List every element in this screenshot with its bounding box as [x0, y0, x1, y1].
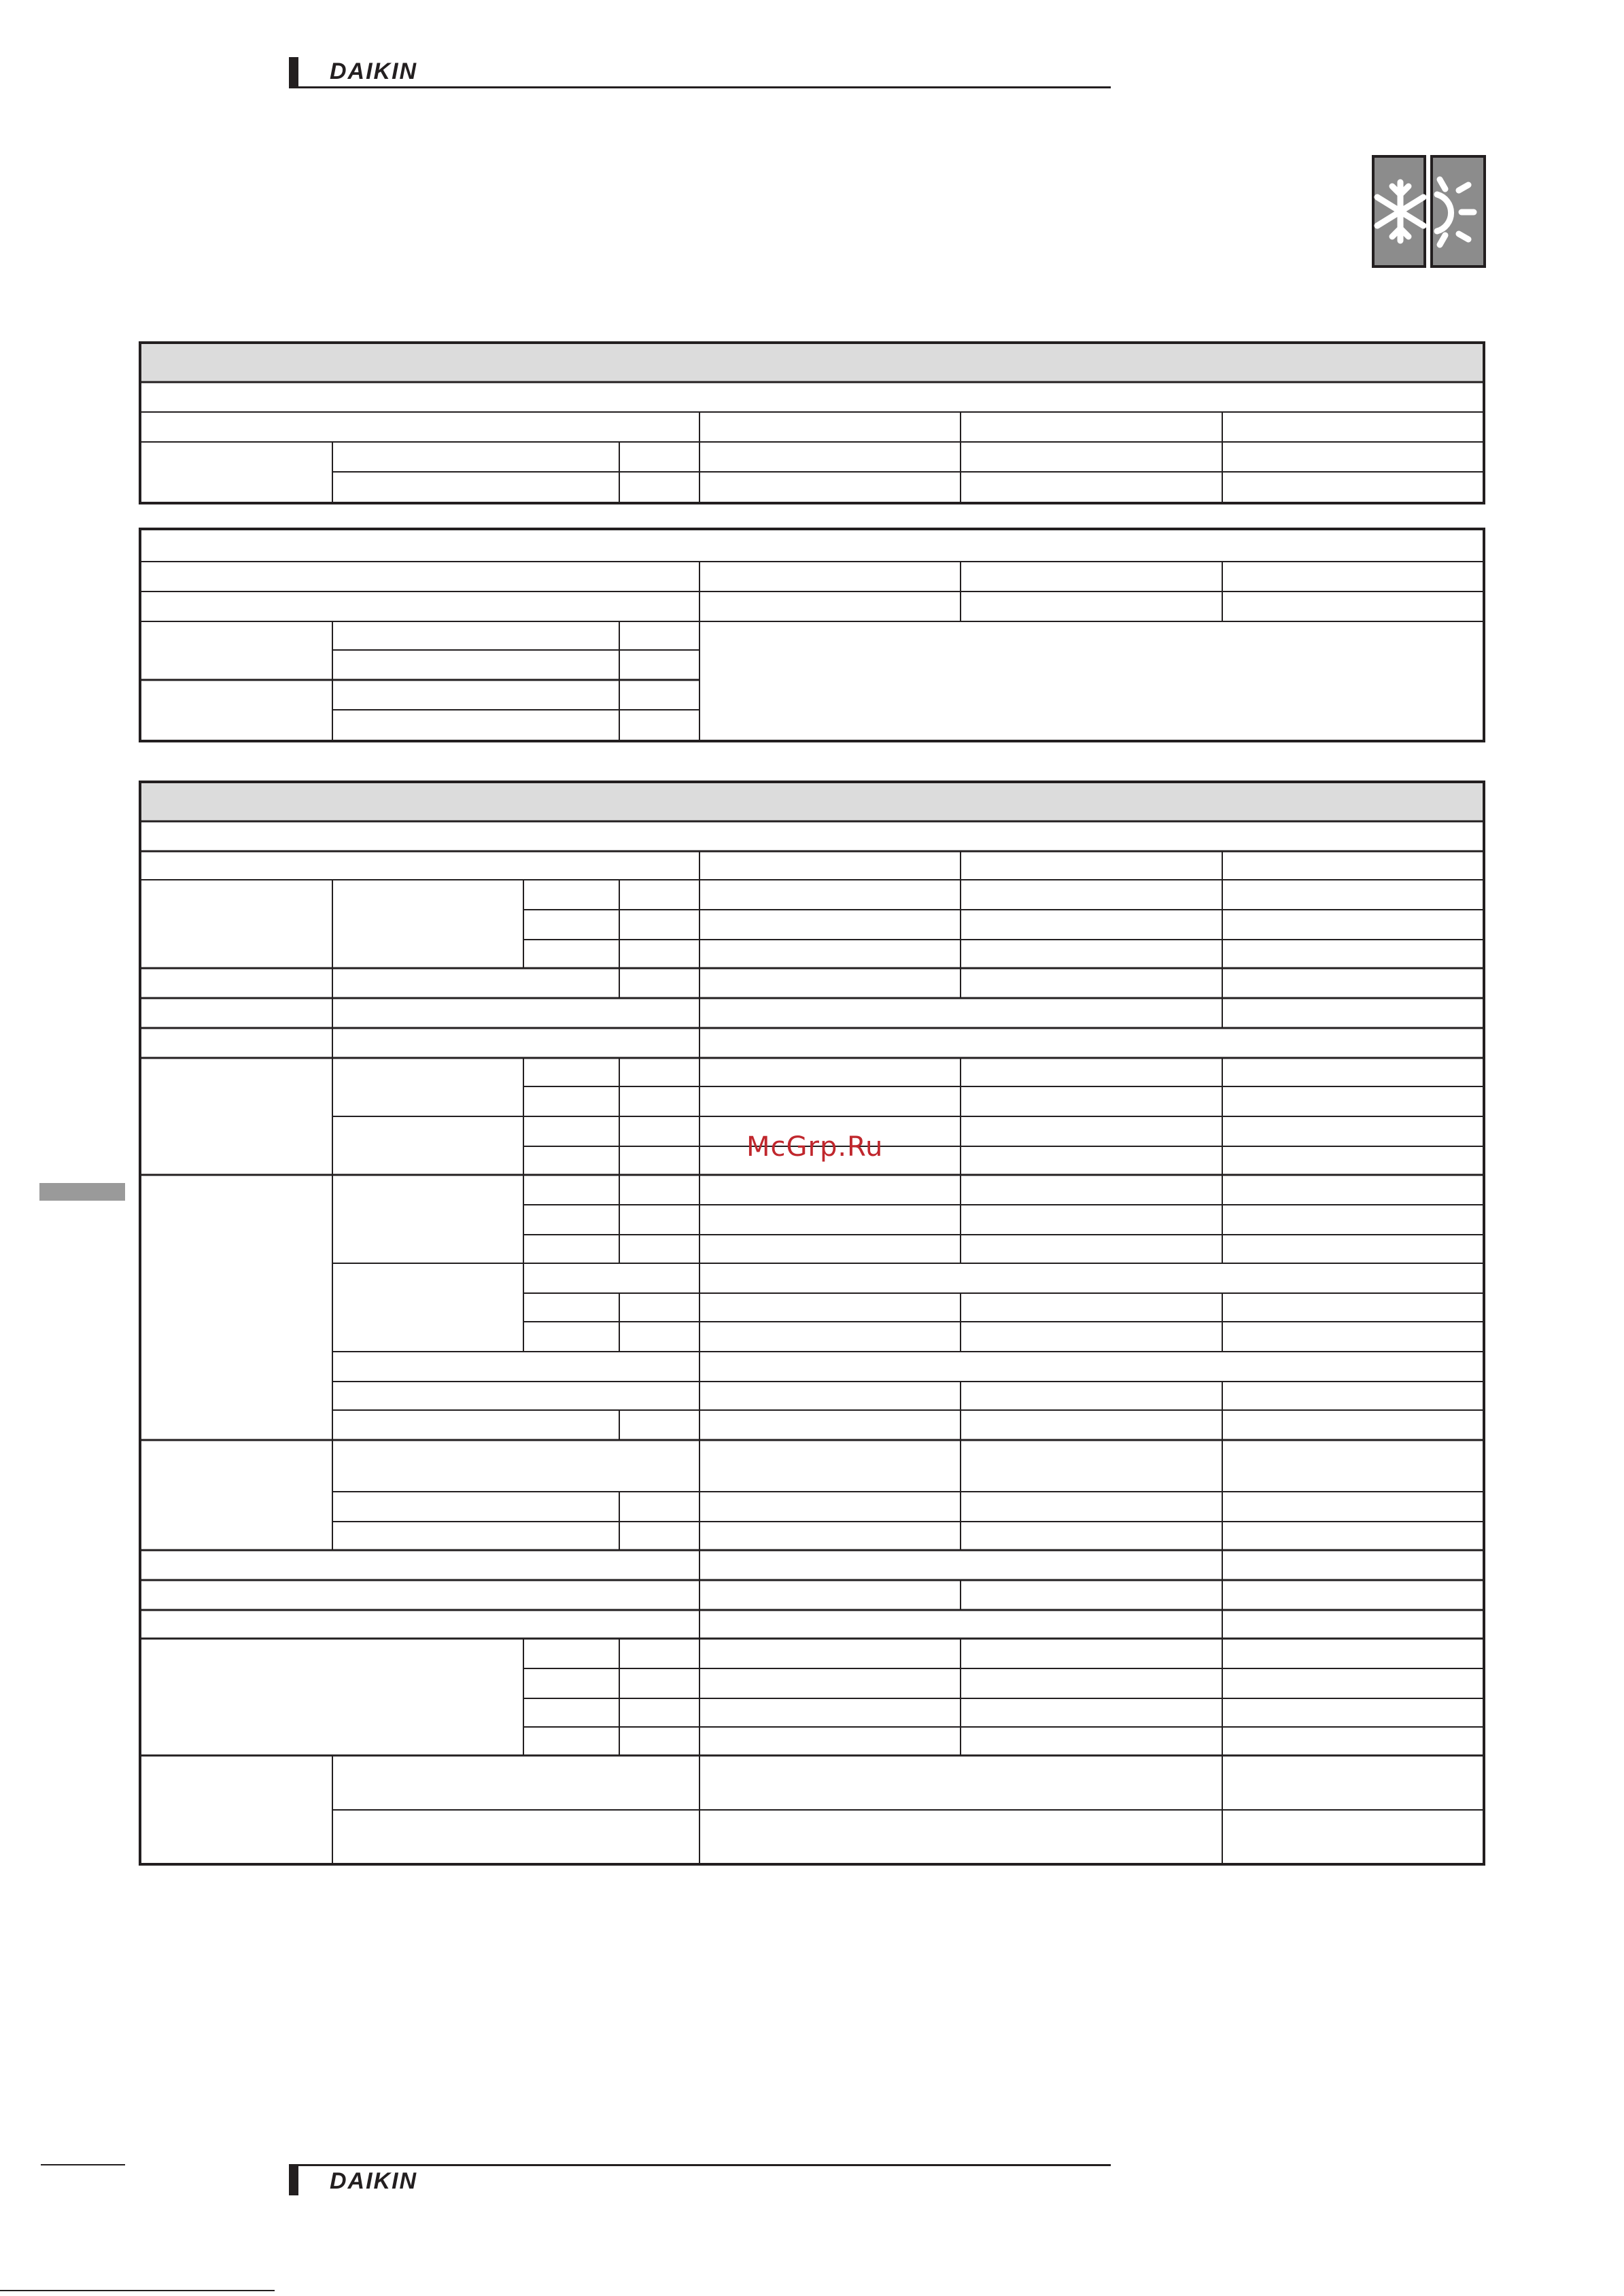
footer-rule: [298, 2164, 1111, 2166]
table-1: [140, 343, 1484, 503]
side-tab: [39, 1183, 125, 1201]
table-3: [140, 782, 1484, 1864]
table-2: [140, 529, 1484, 741]
footer-left-rule: [41, 2164, 125, 2165]
footer-brand-logo: DAIKIN: [330, 2168, 418, 2194]
watermark: McGrp.Ru: [746, 1131, 884, 1163]
header-brand-logo: DAIKIN: [330, 58, 418, 84]
bottom-edge-rule: [0, 2290, 275, 2291]
footer-brand-bar: [289, 2164, 298, 2195]
